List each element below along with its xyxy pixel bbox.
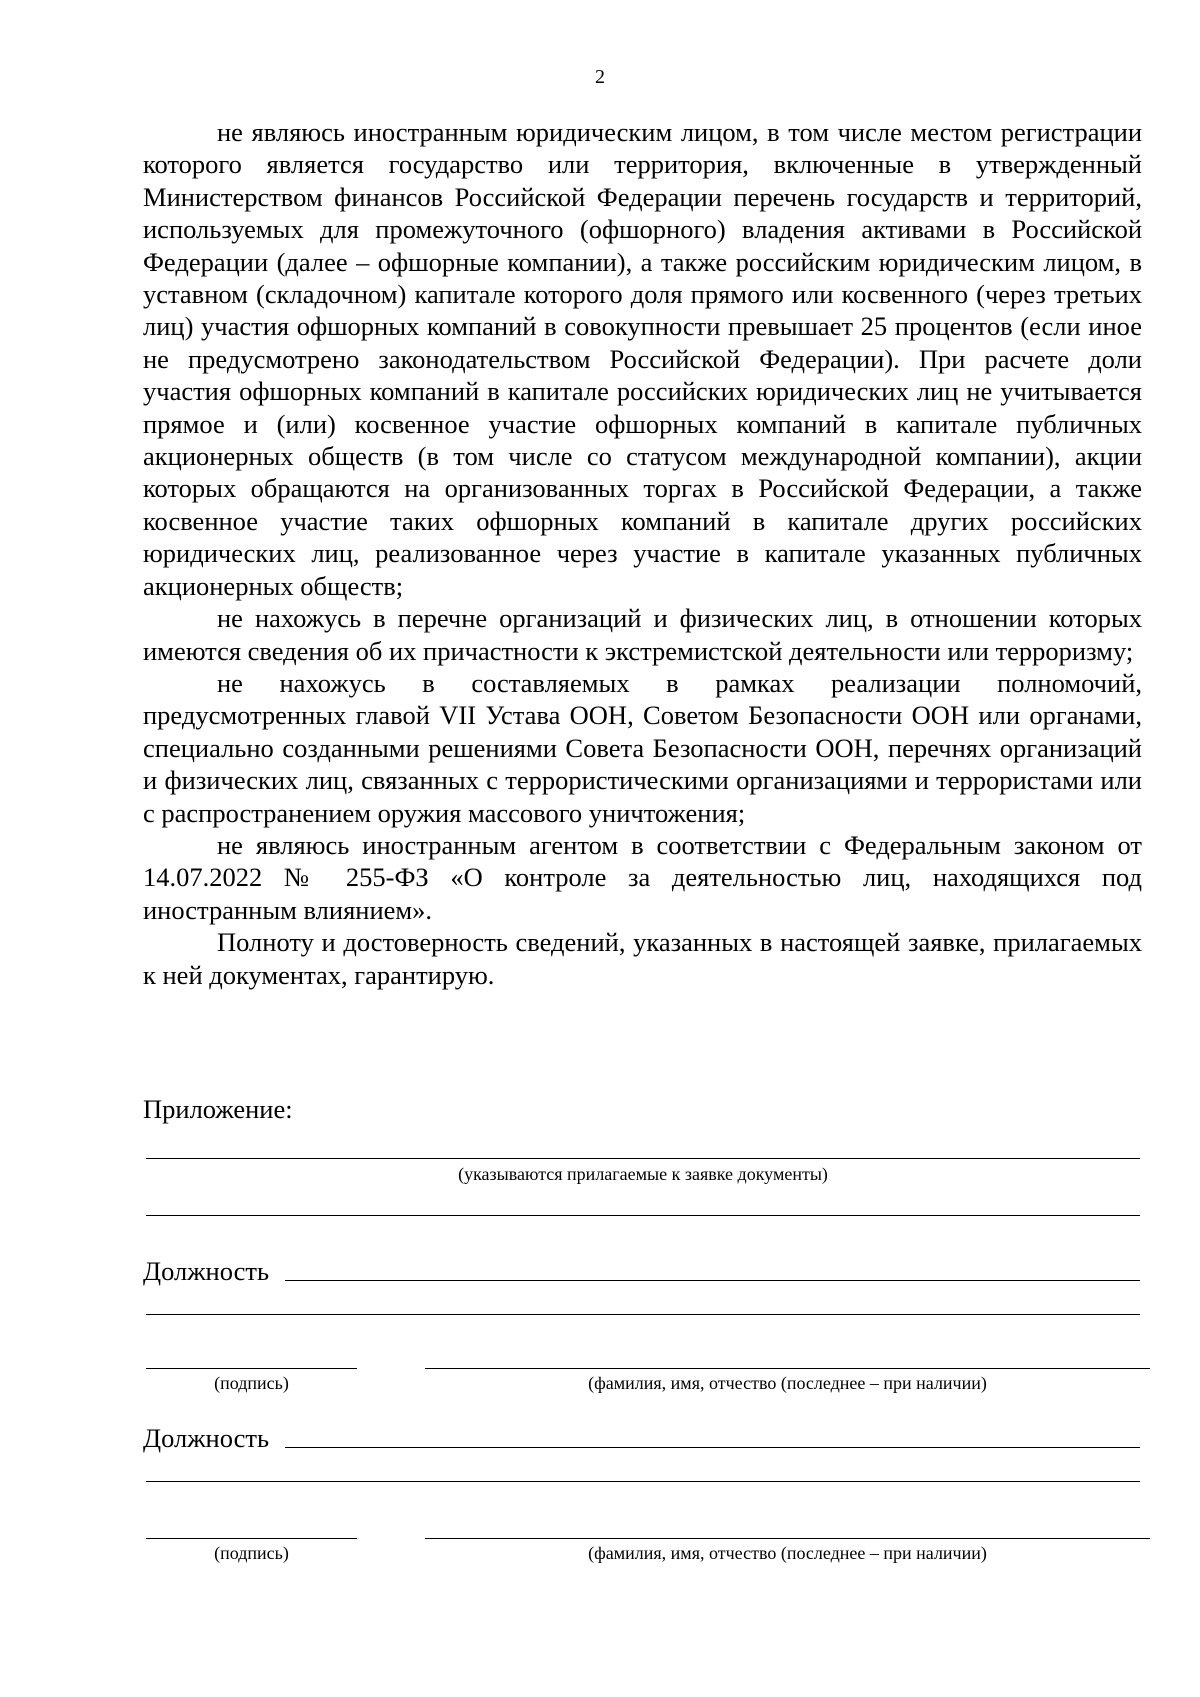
page-number: 2 xyxy=(595,66,605,88)
signature-caption-1: (подпись) xyxy=(214,1373,289,1393)
name-line-2 xyxy=(425,1538,1150,1539)
name-line-1 xyxy=(425,1368,1150,1369)
attachment-line-1 xyxy=(146,1158,1140,1159)
position-label-1: Должность xyxy=(143,1256,270,1286)
document-body xyxy=(143,116,1142,991)
paragraph-un-sanctions: не нахожусь в составляемых в рамках реализации полномочий, предусмотренных главой VII Устава ООН, Советом Безопасности ООН или органами, специально созданными решениями Совета Безопасности ООН, перечнях организаций и физических лиц, связанных с террористическими организациями и террористами или с распространением оружия массового уничтожения; xyxy=(143,667,1142,828)
name-caption-1: (фамилия, имя, отчество (последнее – при наличии) xyxy=(588,1373,987,1393)
position-line-2 xyxy=(285,1447,1140,1448)
paragraph-offshore: не являюсь иностранным юридическим лицом, в том числе местом регистрации которого является государство или территория, включенные в утвержденный Министерством финансов Российской Федерации перечень государств и территорий, используемых для промежуточного (офшорного) владения активами в Российской Федерации (далее – офшорные компании), а также российским юридическим лицом, в уставном (складочном) капитале которого доля прямого или косвенного (через третьих лиц) участия офшорных компаний в совокупности превышает 25 процентов (если иное не предусмотрено законодательством Российской Федерации). При расчете доли участия офшорных компаний в капитале российских юридических лиц не учитывается прямое и (или) косвенное участие офшорных компаний в капитале публичных акционерных обществ (в том числе со статусом международной компании), акции которых обращаются на организованных торгах в Российской Федерации, а также косвенное участие таких офшорных компаний в капитале других российских юридических лиц, реализованное через участие в капитале указанных публичных акционерных обществ; xyxy=(143,117,1142,601)
position-line-1b xyxy=(146,1314,1140,1315)
position-label-2: Должность xyxy=(143,1423,270,1453)
paragraph-foreign-agent: не являюсь иностранным агентом в соответствии с Федеральным законом от 14.07.2022 № 255-ФЗ «О контроле за деятельностью лиц, находящихся под иностранным влиянием». xyxy=(143,829,1142,925)
paragraph-guarantee: Полноту и достоверность сведений, указанных в настоящей заявке, прилагаемых к ней документах, гарантирую. xyxy=(143,927,1142,990)
position-line-2b xyxy=(146,1481,1140,1482)
signature-caption-2: (подпись) xyxy=(214,1543,289,1563)
attachment-line-2 xyxy=(146,1215,1140,1216)
signature-line-1 xyxy=(146,1368,357,1369)
name-caption-2: (фамилия, имя, отчество (последнее – при наличии) xyxy=(588,1543,987,1563)
signature-line-2 xyxy=(146,1538,357,1539)
attachment-label: Приложение: xyxy=(143,1094,293,1124)
attachment-caption: (указываются прилагаемые к заявке документы) xyxy=(458,1164,828,1184)
position-line-1 xyxy=(285,1280,1140,1281)
paragraph-extremism: не нахожусь в перечне организаций и физических лиц, в отношении которых имеются сведения об их причастности к экстремистской деятельности или терроризму; xyxy=(143,603,1142,666)
